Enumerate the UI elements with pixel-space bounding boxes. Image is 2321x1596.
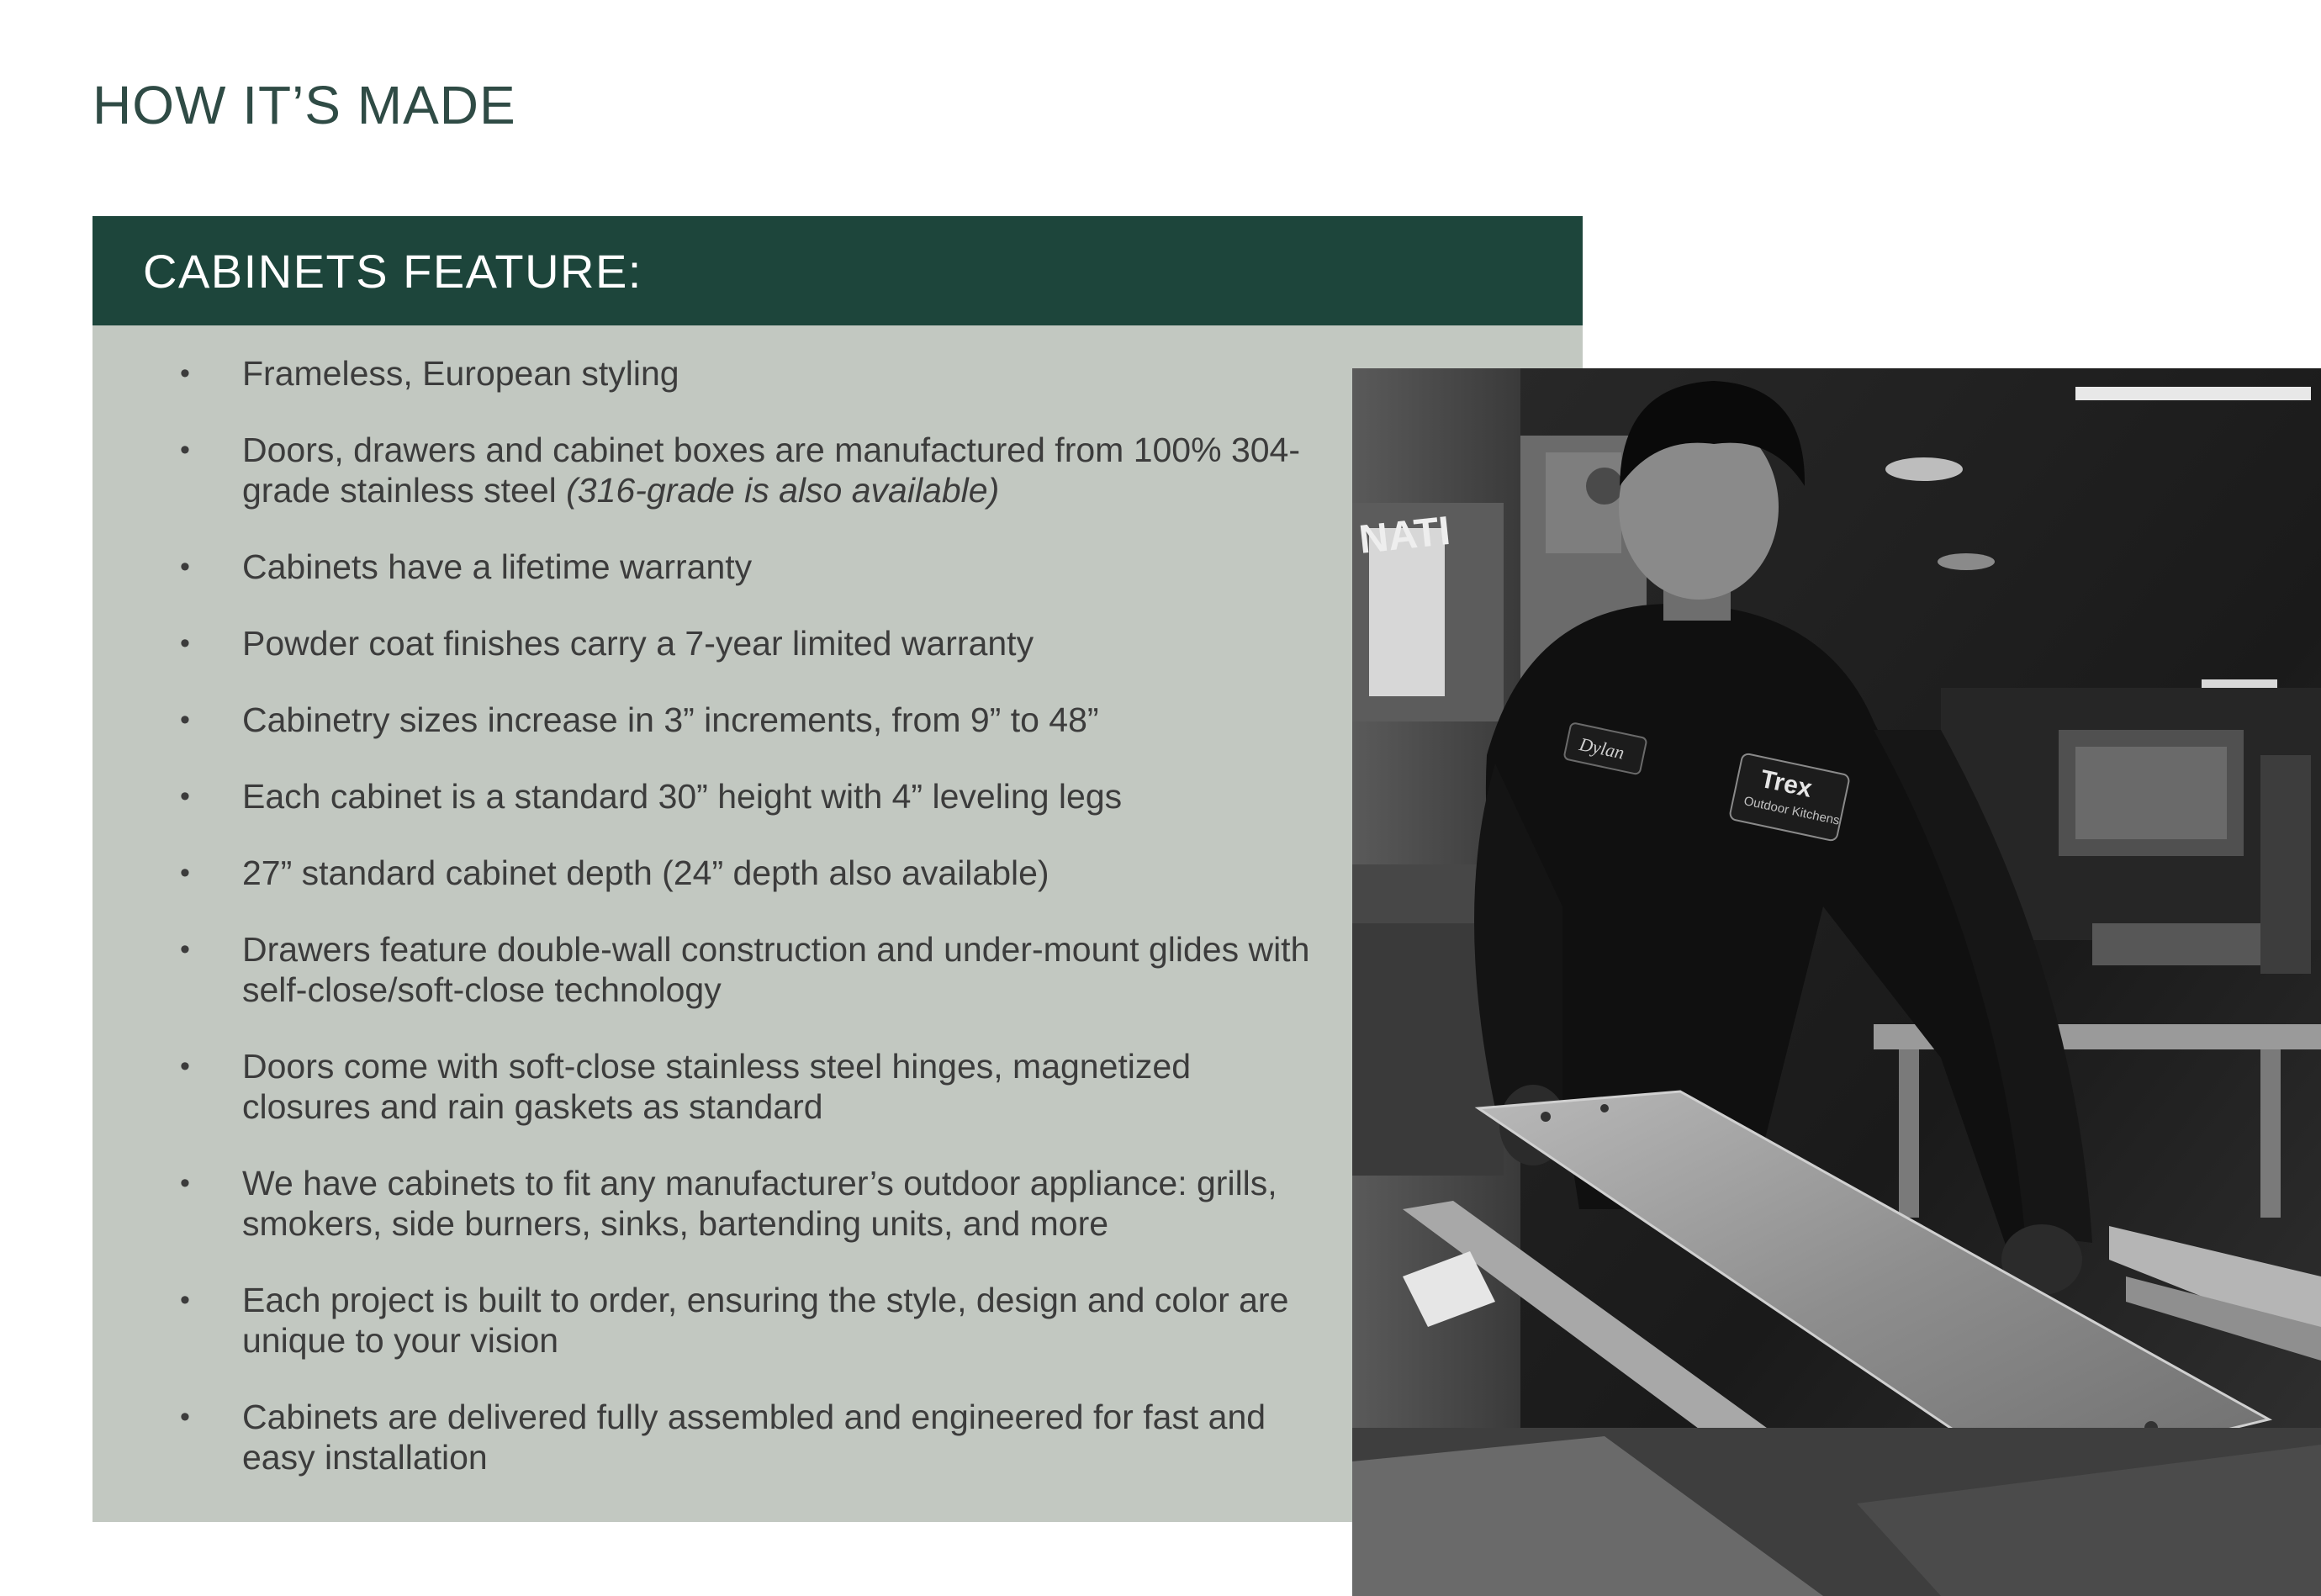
bullet-icon: •	[180, 551, 190, 583]
feature-item	[150, 1280, 1327, 1361]
feature-text: Doors come with soft-close stainless steel hinges, magnetized closures and rain gaskets as standard	[242, 1047, 1192, 1126]
bullet-icon: •	[180, 704, 190, 736]
feature-text: Drawers feature double-wall construction and under-mount glides with self-close/soft-close technology	[242, 930, 1310, 1009]
feature-item	[150, 430, 1327, 510]
page-title: HOW IT’S MADE	[93, 75, 516, 135]
feature-item	[150, 547, 1327, 587]
feature-text: Frameless, European styling	[242, 354, 679, 393]
feature-text: Cabinets have a lifetime warranty	[242, 547, 753, 586]
feature-item	[150, 776, 1327, 816]
feature-text: We have cabinets to fit any manufacturer’s outdoor appliance: grills, smokers, side burners, sinks, bartending units, and more	[242, 1164, 1277, 1243]
bullet-icon: •	[180, 857, 190, 889]
bullet-icon: •	[180, 357, 190, 389]
feature-item	[150, 1397, 1327, 1477]
bullet-icon: •	[180, 780, 190, 812]
bullet-icon: •	[180, 1401, 190, 1433]
panel-heading: CABINETS FEATURE:	[143, 244, 642, 298]
feature-text: Doors, drawers and cabinet boxes are manufactured from 100% 304-grade stainless steel	[242, 431, 1301, 510]
feature-text: Powder coat finishes carry a 7-year limited warranty	[242, 624, 1034, 663]
bullet-icon: •	[180, 434, 190, 466]
svg-text:Outdoor Kitchens: Outdoor Kitchens	[1742, 794, 1842, 828]
feature-list	[150, 353, 1327, 1514]
factory-worker-photo	[1352, 368, 2321, 1596]
ceiling-light	[2075, 387, 2311, 400]
bullet-icon: •	[180, 933, 190, 965]
bullet-icon: •	[180, 1167, 190, 1199]
feature-item	[150, 623, 1327, 663]
bullet-icon: •	[180, 1050, 190, 1082]
feature-item	[150, 353, 1327, 394]
feature-item	[150, 1163, 1327, 1244]
svg-text:Trex: Trex	[1758, 764, 1815, 803]
feature-item	[150, 853, 1327, 893]
feature-text: Cabinetry sizes increase in 3” increments, from 9” to 48”	[242, 700, 1099, 739]
svg-text:Dylan: Dylan	[1577, 733, 1626, 764]
feature-text: Each project is built to order, ensuring the style, design and color are unique to your vision	[242, 1281, 1289, 1360]
feature-item	[150, 1046, 1327, 1127]
bullet-icon: •	[180, 627, 190, 659]
bullet-icon: •	[180, 1284, 190, 1316]
feature-text: 27” standard cabinet depth (24” depth also available)	[242, 853, 1049, 892]
factory-scene	[1352, 368, 2321, 1596]
feature-text-italic: (316-grade is also available)	[566, 471, 1000, 510]
feature-item	[150, 929, 1327, 1010]
machine-label: NATI	[1356, 508, 1452, 563]
feature-text: Each cabinet is a standard 30” height with 4” leveling legs	[242, 777, 1123, 816]
feature-text: Cabinets are delivered fully assembled and engineered for fast and easy installation	[242, 1398, 1266, 1477]
feature-item	[150, 700, 1327, 740]
panel-header	[93, 216, 1583, 325]
